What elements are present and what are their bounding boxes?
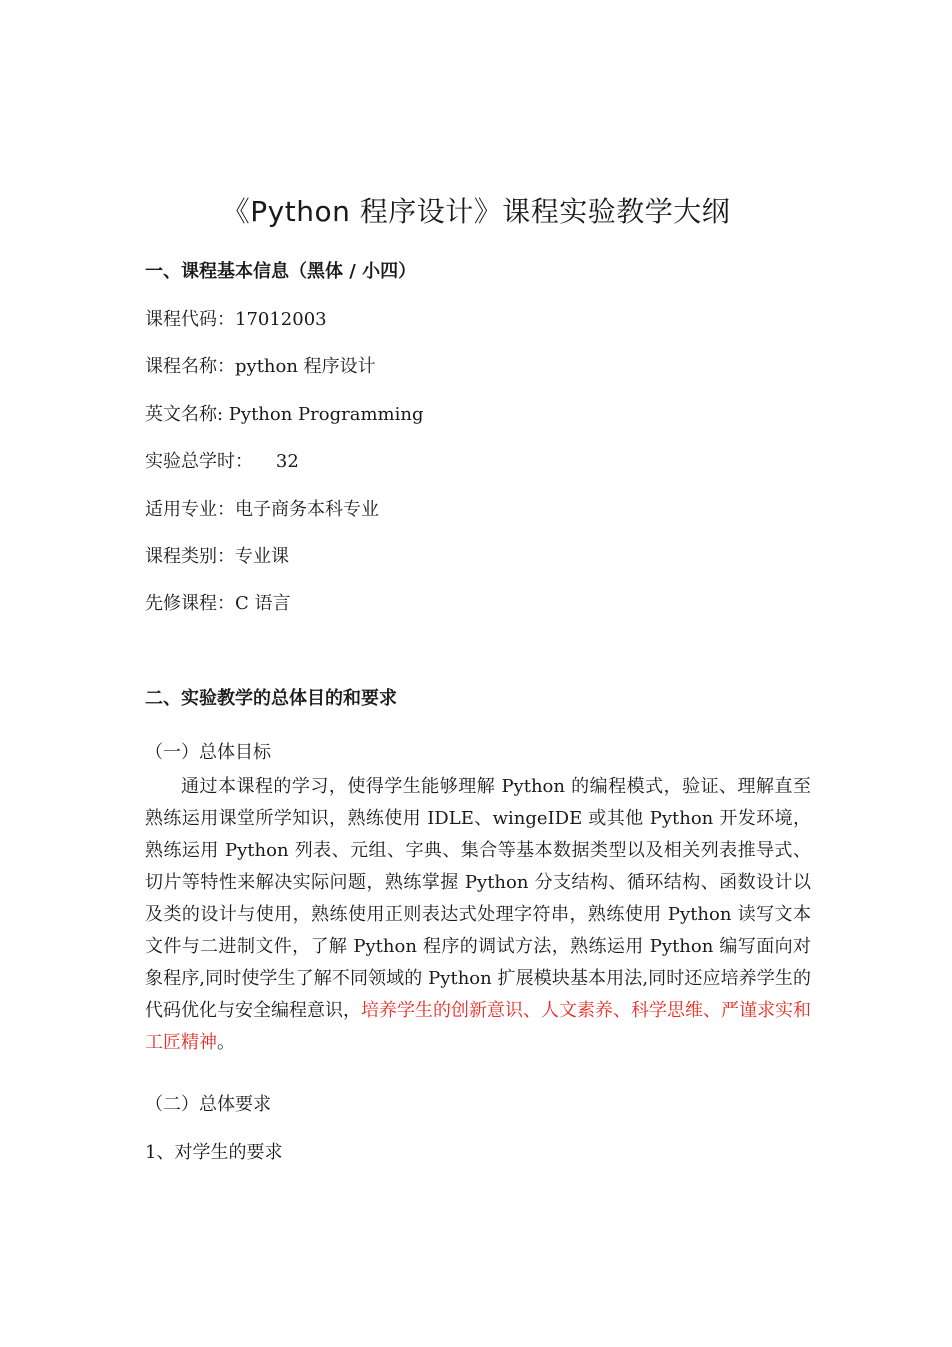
info-course-code: 课程代码：17012003 [145,309,327,330]
info-prerequisite: 先修课程：C 语言 [145,593,291,615]
section-heading-basic-info: 一、课程基本信息（黑体 / 小四） [145,261,417,282]
info-english-name: 英文名称: Python Programming [145,403,424,425]
subheading-overall-goal: （一）总体目标 [145,742,271,763]
course-info-list [145,306,423,638]
info-major: 适用专业：电子商务本科专业 [145,498,379,520]
goal-paragraph-end: 。 [217,1032,235,1053]
info-course-name: 课程名称：python 程序设计 [145,356,376,378]
goal-paragraph-highlight: 培养学生的创新意识、人文素养、科学思维、严谨求实和工匠精神 [145,1000,811,1053]
info-category: 课程类别：专业课 [145,545,289,567]
info-total-hours: 实验总学时： 32 [145,451,299,473]
goal-paragraph-text: 通过本课程的学习，使得学生能够理解 Python 的编程模式，验证、理解直至熟练运用课堂所学知识，熟练使用 IDLE、wingeIDE 或其他 Python 开发环境，熟练运用 Python 列表、元组、字典、集合等基本数据类型以及相关列表推导式、切片等特性来解决实际问题，熟练掌握 Python 分支结构、循环结构、函数设计以及类的设计与使用，熟练使用正则表达式处理字符串，熟练使用 Python 读写文本文件与二进制文件，了解 Python 程序的调试方法，熟练运用 Python 编写面向对象程序,同时使学生了解不同领域的 Python 扩展模块基本用法,同时还应培养学生的代码优化与安全编程意识， [145,776,811,1021]
document-title: 《Python 程序设计》课程实验教学大纲 [221,195,731,228]
subheading-overall-requirements: （二）总体要求 [145,1094,271,1115]
goal-paragraph [145,771,811,1059]
subheading-student-requirements: 1、对学生的要求 [145,1142,283,1163]
section-heading-goals: 二、实验教学的总体目的和要求 [145,688,397,709]
